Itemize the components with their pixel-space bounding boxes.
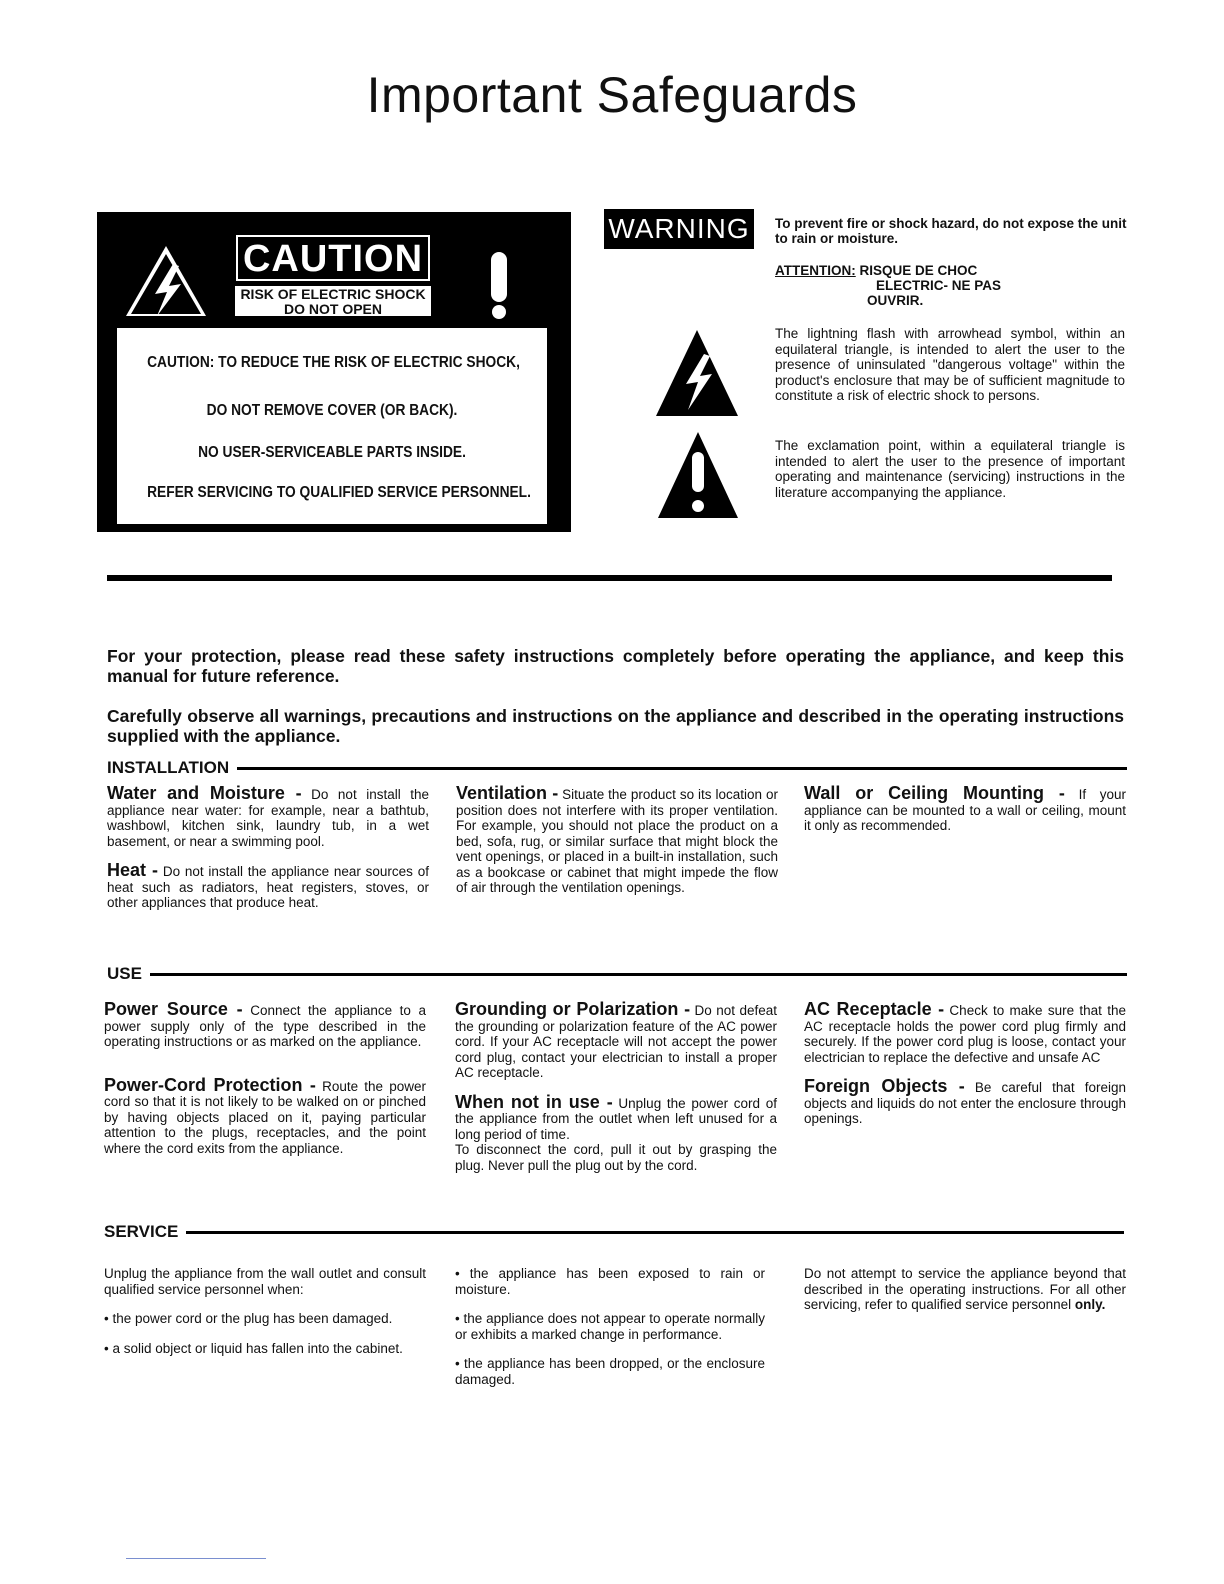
service-col-1	[104, 1266, 426, 1370]
water-moisture-text: Do not install the appliance near water: for example, near a bathtub, washbowl, kitchen sink, laundry tub, in a wet basement, or near a swimming pool.	[107, 787, 429, 849]
service-bullet: • the appliance has been exposed to rain or moisture.	[455, 1266, 765, 1297]
caution-line: REFER SERVICING TO QUALIFIED SERVICE PERSONNEL.	[147, 484, 531, 501]
section-title: SERVICE	[104, 1222, 186, 1241]
intro-paragraph-1: For your protection, please read these safety instructions completely before operating the appliance, and keep this manual for future reference.	[107, 646, 1124, 686]
caution-label-text: CAUTION	[238, 237, 428, 279]
heat-heading: Heat -	[107, 860, 159, 880]
caution-panel	[97, 212, 571, 532]
service-heading	[104, 1222, 1124, 1244]
risk-line-2: DO NOT OPEN	[283, 301, 382, 317]
installation-col-3	[804, 783, 1126, 848]
warning-badge: WARNING	[604, 209, 754, 249]
section-rule	[104, 1231, 1124, 1234]
intro-paragraph-2: Carefully observe all warnings, precautions and instructions on the appliance and described in the operating instructions supplied with the appliance.	[107, 706, 1124, 746]
service-note-emphasis: only.	[1074, 1297, 1106, 1312]
attention-line: RISQUE DE CHOC	[859, 263, 978, 278]
use-heading	[107, 964, 1127, 986]
caution-label	[233, 232, 433, 284]
not-in-use-text: Unplug the power cord of the appliance from the outlet when left unused for a long period of time.	[455, 1095, 777, 1142]
service-bullet: • the appliance does not appear to operate normally or exhibits a marked change in performance.	[455, 1311, 765, 1342]
service-bullet: • the power cord or the plug has been damaged.	[104, 1311, 393, 1326]
use-col-2	[455, 999, 777, 1187]
heat-text: Do not install the appliance near sources of heat such as radiators, heat registers, stoves, or other appliances that produce heat.	[107, 864, 429, 910]
not-in-use-heading: When not in use -	[455, 1091, 613, 1112]
section-rule	[107, 973, 1127, 976]
foreign-objects-heading: Foreign Objects -	[804, 1076, 965, 1096]
ventilation-text: Situate the product so its location or position does not interfere with its proper ventilation. For example, you should not place the product on a bed, sofa, rug, or similar surface that might block the vent openings, or placed in a built-in installation, such as a bookcase or cabinet that might impede the flow of air through the ventilation openings.	[456, 787, 778, 895]
risk-label	[233, 284, 433, 318]
caution-instructions	[117, 328, 547, 524]
attention-line: OUVRIR.	[867, 293, 924, 308]
section-title: USE	[107, 964, 150, 983]
risk-line-1: RISK OF ELECTRIC SHOCK	[240, 286, 426, 302]
ventilation-heading: Ventilation -	[456, 783, 559, 803]
ac-receptacle-heading: AC Receptacle -	[804, 999, 945, 1019]
exclamation-warning-icon	[443, 230, 555, 324]
footer-rule	[126, 1558, 266, 1559]
exclamation-symbol-icon	[656, 430, 740, 520]
exclamation-explanation: The exclamation point, within a equilateral triangle is intended to alert the user to the presence of important operating and maintenance (servicing) instructions in the literature accompanying the appliance.	[775, 438, 1125, 500]
section-title: INSTALLATION	[107, 758, 237, 777]
attention-block	[775, 263, 1001, 308]
power-source-text: Connect the appliance to a power supply only of the type described in the operating instructions or as marked on the appliance.	[104, 1003, 426, 1049]
warning-text: To prevent fire or shock hazard, do not expose the unit to rain or moisture.	[775, 216, 1127, 246]
service-bullet: • the appliance has been dropped, or the enclosure damaged.	[455, 1356, 765, 1387]
grounding-text: Do not defeat the grounding or polarization feature of the AC power cord. If your AC receptacle will not accept the power cord plug, contact your electrician to install a proper AC receptacle.	[455, 1003, 777, 1080]
service-col-2	[455, 1266, 765, 1401]
grounding-heading: Grounding or Polarization -	[455, 999, 691, 1019]
divider	[107, 575, 1112, 581]
lightning-explanation: The lightning flash with arrowhead symbol, within an equilateral triangle, is intended to alert the user to the presence of uninsulated "dangerous voltage" within the product's enclosure that may be of sufficient magnitude to constitute a risk of electric shock to persons.	[775, 326, 1125, 403]
lightning-symbol-icon	[654, 328, 740, 418]
wall-mounting-heading: Wall or Ceiling Mounting -	[804, 783, 1065, 803]
section-rule	[107, 767, 1127, 770]
ac-receptacle-text: Check to make sure that the AC receptacle holds the power cord plug firmly and securely. If the power cord plug is loose, contact your electrician to replace the defective and unsafe AC	[804, 1003, 1126, 1065]
foreign-objects-text: Be careful that foreign objects and liquids do not enter the enclosure through openings.	[804, 1080, 1126, 1126]
water-moisture-heading: Water and Moisture -	[107, 783, 302, 803]
service-col-3	[804, 1266, 1126, 1327]
wall-mounting-text: If your appliance can be mounted to a wall or ceiling, mount it only as recommended.	[804, 787, 1126, 833]
caution-line: NO USER-SERVICEABLE PARTS INSIDE.	[198, 444, 466, 461]
power-cord-heading: Power-Cord Protection -	[104, 1074, 316, 1095]
caution-line: CAUTION: TO REDUCE THE RISK OF ELECTRIC SHOCK,	[147, 354, 520, 371]
installation-heading	[107, 758, 1127, 780]
caution-line: DO NOT REMOVE COVER (OR BACK).	[206, 402, 458, 419]
power-source-heading: Power Source -	[104, 999, 243, 1019]
power-cord-text: Route the power cord so that it is not likely to be walked on or pinched by having objects placed on it, paying particular attention to the plugs, receptacles, and the point where the cord exits from the appliance.	[104, 1078, 427, 1156]
use-col-3	[804, 999, 1126, 1141]
not-in-use-text-2: To disconnect the cord, pull it out by grasping the plug. Never pull the plug out by the cord.	[455, 1142, 777, 1173]
attention-line: ELECTRIC- NE PAS	[876, 278, 1002, 293]
attention-label: ATTENTION:	[775, 263, 856, 278]
installation-col-1	[107, 783, 429, 925]
service-note: Do not attempt to service the appliance beyond that described in the operating instructions. For all other servicing, refer to qualified service personnel	[804, 1266, 1126, 1312]
service-intro: Unplug the appliance from the wall outlet and consult qualified service personnel when:	[104, 1266, 426, 1297]
service-bullet: • a solid object or liquid has fallen into the cabinet.	[104, 1340, 403, 1356]
lightning-warning-icon	[115, 232, 217, 324]
use-col-1	[104, 999, 427, 1170]
installation-col-2	[456, 783, 778, 910]
page-title: Important Safeguards	[366, 67, 858, 123]
